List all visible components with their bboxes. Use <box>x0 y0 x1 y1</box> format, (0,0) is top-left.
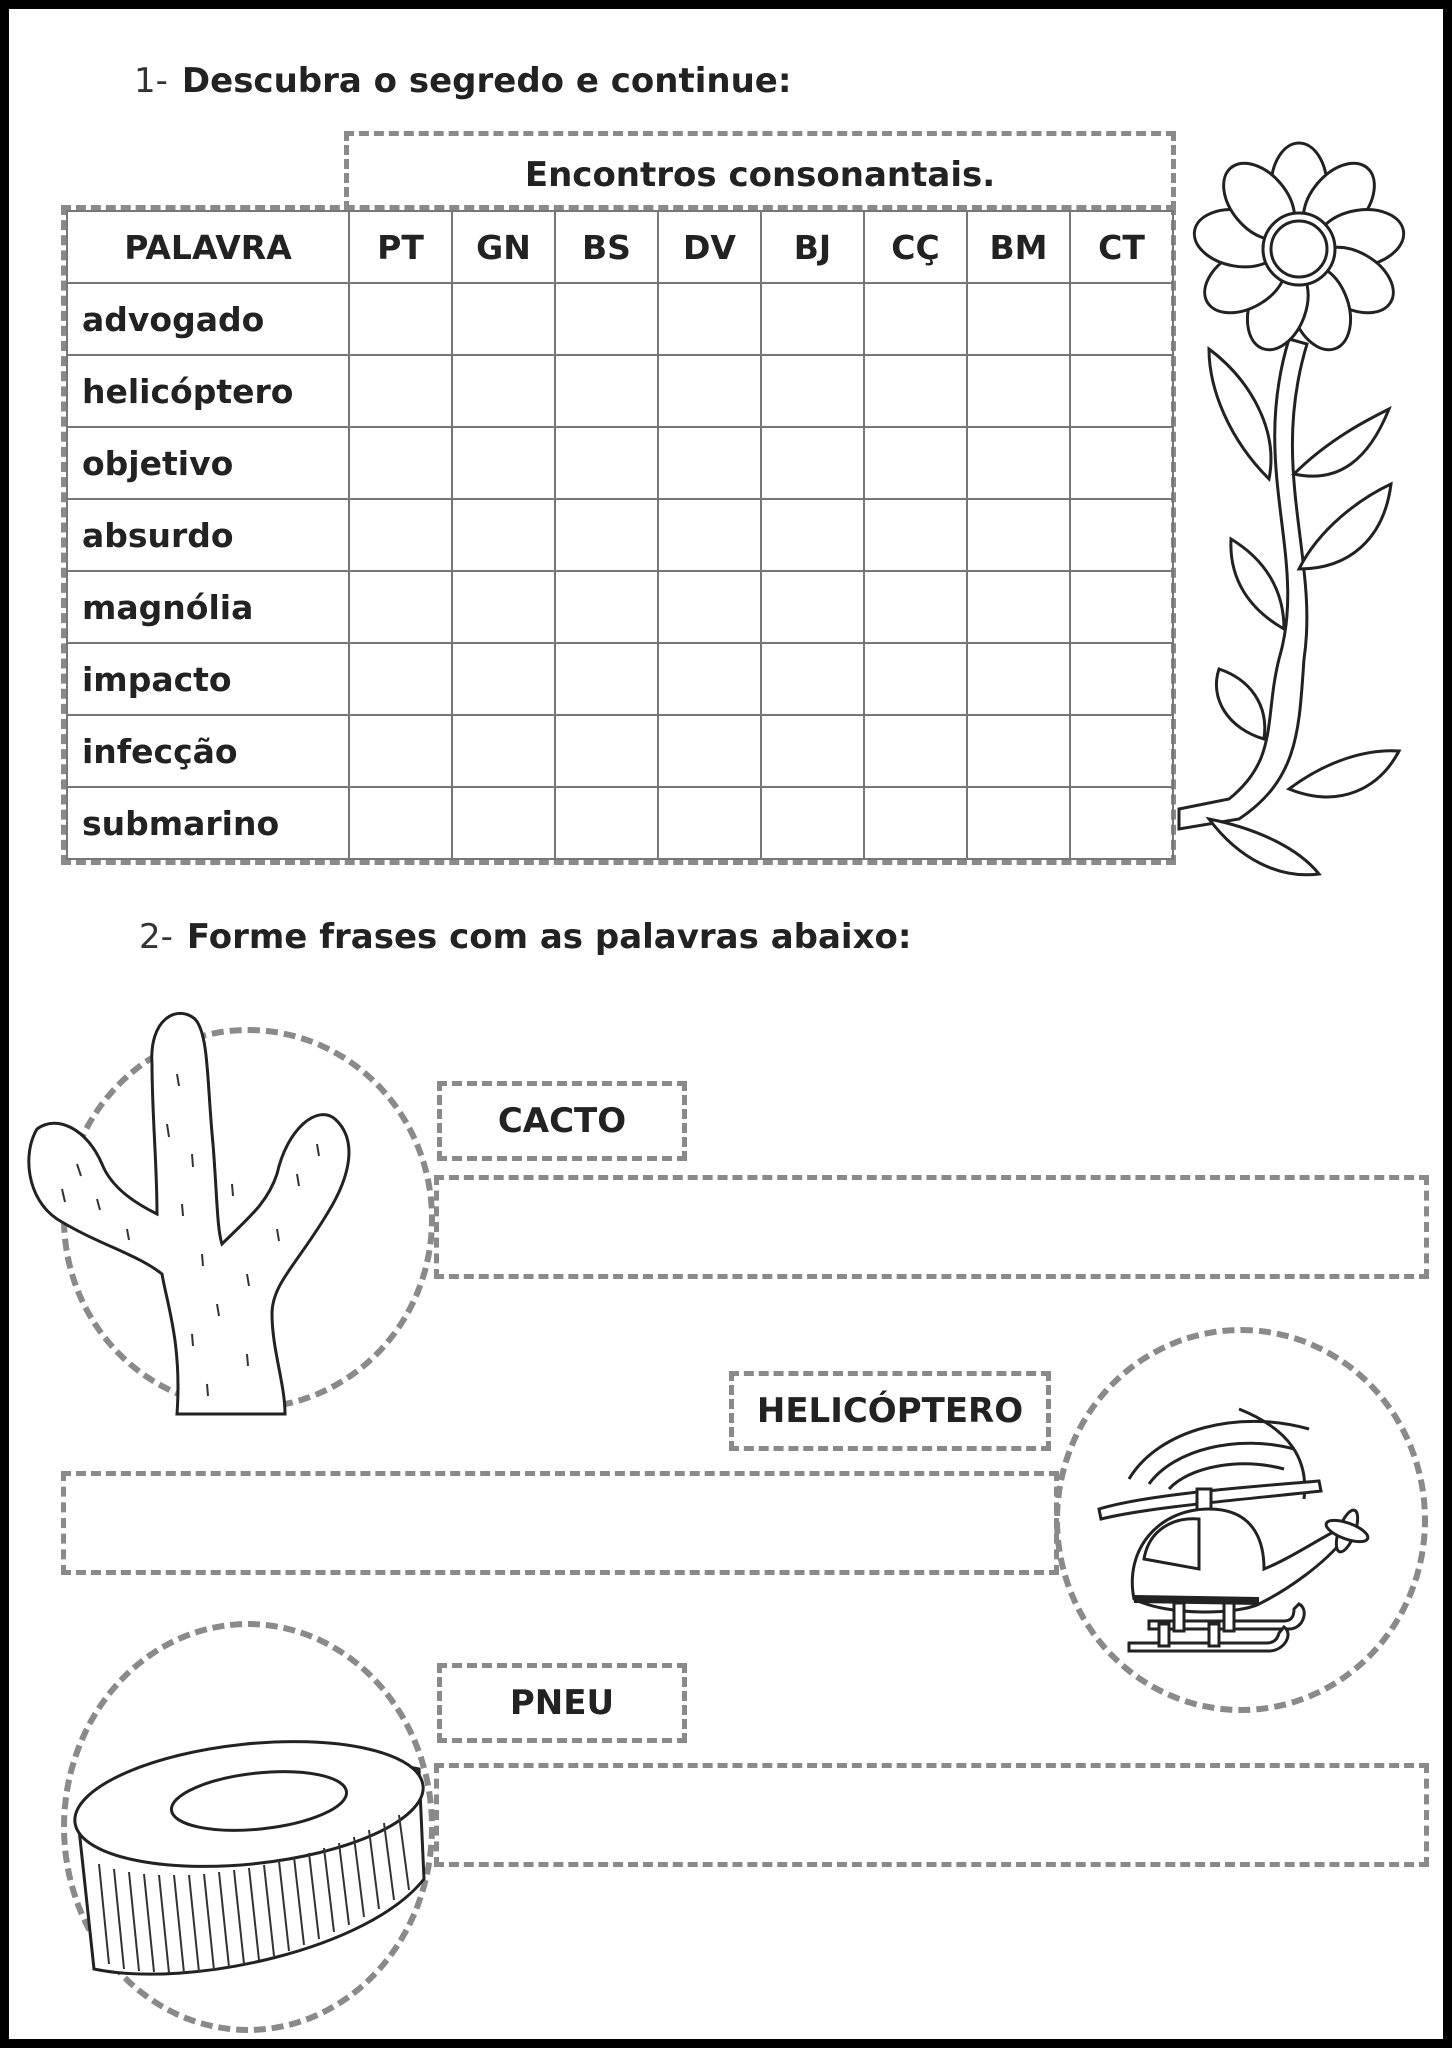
answer-cell[interactable] <box>1070 571 1173 643</box>
answer-cell[interactable] <box>967 715 1070 787</box>
answer-line-cacto[interactable] <box>434 1175 1429 1279</box>
answer-cell[interactable] <box>555 499 658 571</box>
word-cell: objetivo <box>67 427 349 499</box>
answer-cell[interactable] <box>349 355 452 427</box>
word-cell: absurdo <box>67 499 349 571</box>
answer-cell[interactable] <box>658 643 761 715</box>
worksheet-page <box>9 9 1443 2039</box>
table-row <box>67 355 1173 427</box>
answer-cell[interactable] <box>761 499 864 571</box>
word-pneu: PNEU <box>509 1683 615 1723</box>
answer-cell[interactable] <box>1070 715 1173 787</box>
answer-cell[interactable] <box>349 715 452 787</box>
answer-cell[interactable] <box>658 499 761 571</box>
answer-line-helicoptero[interactable] <box>61 1471 1059 1575</box>
answer-cell[interactable] <box>864 571 967 643</box>
answer-cell[interactable] <box>658 787 761 859</box>
answer-cell[interactable] <box>967 499 1070 571</box>
answer-cell[interactable] <box>658 427 761 499</box>
column-header-ct: CT <box>1070 211 1173 283</box>
table-row <box>67 283 1173 355</box>
answer-cell[interactable] <box>967 787 1070 859</box>
answer-cell[interactable] <box>1070 499 1173 571</box>
exercise-1-heading <box>134 61 791 101</box>
answer-cell[interactable] <box>761 787 864 859</box>
answer-cell[interactable] <box>658 355 761 427</box>
answer-cell[interactable] <box>761 643 864 715</box>
word-cell: submarino <box>67 787 349 859</box>
exercise-2-number: 2- <box>139 917 173 957</box>
answer-cell[interactable] <box>864 355 967 427</box>
exercise-2-heading <box>139 917 911 957</box>
table-row <box>67 427 1173 499</box>
column-header-gn: GN <box>452 211 555 283</box>
answer-cell[interactable] <box>967 427 1070 499</box>
answer-cell[interactable] <box>555 715 658 787</box>
word-cell: magnólia <box>67 571 349 643</box>
answer-cell[interactable] <box>349 283 452 355</box>
word-tag-helicoptero <box>729 1371 1051 1451</box>
consonant-table <box>66 210 1174 860</box>
column-header-bj: BJ <box>761 211 864 283</box>
answer-cell[interactable] <box>658 283 761 355</box>
table-row <box>67 643 1173 715</box>
answer-cell[interactable] <box>967 355 1070 427</box>
answer-cell[interactable] <box>349 571 452 643</box>
answer-line-pneu[interactable] <box>434 1763 1429 1867</box>
answer-cell[interactable] <box>555 643 658 715</box>
answer-cell[interactable] <box>452 499 555 571</box>
table-row <box>67 787 1173 859</box>
answer-cell[interactable] <box>452 787 555 859</box>
column-header-dv: DV <box>658 211 761 283</box>
group-title: Encontros consonantais. <box>524 155 996 195</box>
column-header-cç: CÇ <box>864 211 967 283</box>
answer-cell[interactable] <box>349 787 452 859</box>
answer-cell[interactable] <box>555 427 658 499</box>
answer-cell[interactable] <box>864 283 967 355</box>
answer-cell[interactable] <box>967 643 1070 715</box>
word-helicoptero: HELICÓPTERO <box>756 1391 1024 1431</box>
answer-cell[interactable] <box>452 283 555 355</box>
answer-cell[interactable] <box>761 427 864 499</box>
answer-cell[interactable] <box>452 355 555 427</box>
answer-cell[interactable] <box>658 571 761 643</box>
cactus-icon <box>17 1004 417 1424</box>
tire-icon <box>69 1729 439 1989</box>
answer-cell[interactable] <box>864 643 967 715</box>
column-header-pt: PT <box>349 211 452 283</box>
column-header-bs: BS <box>555 211 658 283</box>
word-cell: impacto <box>67 643 349 715</box>
helicopter-icon <box>1089 1389 1399 1689</box>
word-cell: helicóptero <box>67 355 349 427</box>
answer-cell[interactable] <box>349 499 452 571</box>
answer-cell[interactable] <box>452 427 555 499</box>
word-tag-cacto <box>437 1081 687 1161</box>
exercise-1-number: 1- <box>134 61 168 101</box>
table-row <box>67 499 1173 571</box>
answer-cell[interactable] <box>761 715 864 787</box>
column-header-bm: BM <box>967 211 1070 283</box>
word-column-header: PALAVRA <box>67 211 349 283</box>
flower-icon <box>1169 139 1409 879</box>
answer-cell[interactable] <box>1070 427 1173 499</box>
answer-cell[interactable] <box>761 283 864 355</box>
answer-cell[interactable] <box>761 571 864 643</box>
answer-cell[interactable] <box>555 355 658 427</box>
table-row <box>67 571 1173 643</box>
answer-cell[interactable] <box>452 715 555 787</box>
answer-cell[interactable] <box>555 787 658 859</box>
exercise-1-instruction: Descubra o segredo e continue: <box>181 61 792 101</box>
word-cell: infecção <box>67 715 349 787</box>
word-cacto: CACTO <box>497 1101 627 1141</box>
word-tag-pneu <box>437 1663 687 1743</box>
answer-cell[interactable] <box>1070 355 1173 427</box>
table-header-row <box>67 211 1173 283</box>
table-row <box>67 715 1173 787</box>
answer-cell[interactable] <box>864 499 967 571</box>
answer-cell[interactable] <box>1070 787 1173 859</box>
answer-cell[interactable] <box>761 355 864 427</box>
answer-cell[interactable] <box>555 283 658 355</box>
answer-cell[interactable] <box>349 427 452 499</box>
answer-cell[interactable] <box>1070 643 1173 715</box>
answer-cell[interactable] <box>452 643 555 715</box>
answer-cell[interactable] <box>864 715 967 787</box>
answer-cell[interactable] <box>452 571 555 643</box>
answer-cell[interactable] <box>349 643 452 715</box>
answer-cell[interactable] <box>967 283 1070 355</box>
answer-cell[interactable] <box>967 571 1070 643</box>
answer-cell[interactable] <box>864 427 967 499</box>
answer-cell[interactable] <box>1070 283 1173 355</box>
answer-cell[interactable] <box>658 715 761 787</box>
word-cell: advogado <box>67 283 349 355</box>
answer-cell[interactable] <box>555 571 658 643</box>
exercise-2-instruction: Forme frases com as palavras abaixo: <box>186 917 912 957</box>
answer-cell[interactable] <box>864 787 967 859</box>
